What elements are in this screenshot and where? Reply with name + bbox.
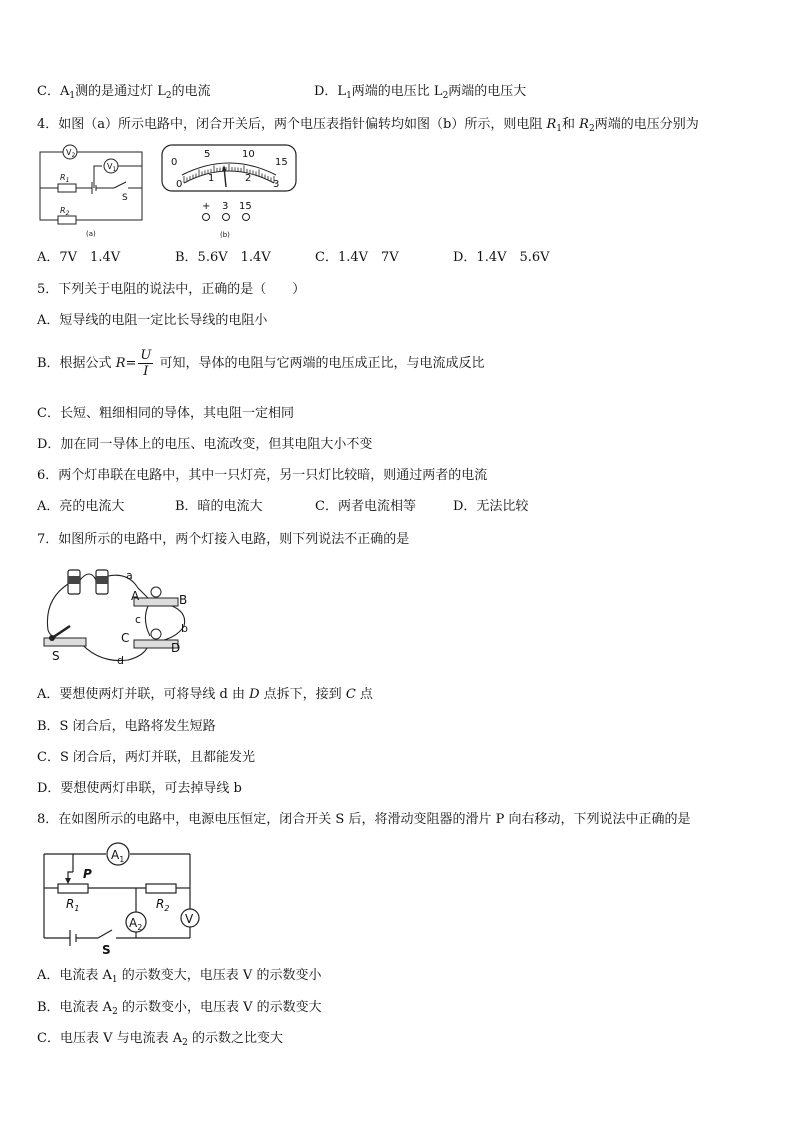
r2-label: $R_2$ [156, 897, 170, 913]
terminal-plus [203, 214, 210, 221]
q4-options [37, 249, 550, 267]
q4-option-c: C．1.4V 7V [315, 250, 399, 265]
lamp-bottom-icon [151, 629, 161, 639]
q7-option-a: A．要想使两灯并联，可将导线 d 由 D 点拆下，接到 C 点 [37, 687, 373, 702]
q4-option-d: D．1.4V 5.6V [453, 250, 550, 265]
switch-label: S [122, 193, 128, 203]
label-S: S [52, 649, 60, 663]
q6-option-c: C．两者电流相等 [315, 499, 416, 514]
q7-option-d: D．要想使两灯串联，可去掉导线 b [37, 781, 242, 796]
q7-stem: 7．如图所示的电路中，两个灯接入电路，则下列说法不正确的是 [37, 532, 410, 547]
q8-option-a: A．电流表 $A_1$ 的示数变大，电压表 V 的示数变小 [37, 968, 322, 985]
q6-option-d: D．无法比较 [453, 499, 529, 514]
lamp-top-icon [151, 587, 161, 597]
q5-option-c: C．长短、粗细相同的导体，其电阻一定相同 [37, 406, 294, 421]
lamp-board-top [134, 598, 178, 606]
q8-circuit-figure [40, 842, 216, 954]
formula-fraction: $\frac{U}{I}$ [140, 348, 152, 379]
q4-circuit-figure-a [38, 144, 150, 240]
r1-label: $R_1$ [60, 173, 70, 184]
q4-voltmeter-dial-figure-b [160, 143, 300, 241]
switch-lever [52, 626, 70, 638]
label-d: d [117, 654, 124, 667]
q5-option-d: D．加在同一导体上的电压、电流改变，但其电阻大小不变 [37, 437, 373, 452]
slider-p-label: P [83, 867, 92, 881]
terminal-plus-label: + [202, 201, 211, 212]
top-scale-0: 0 [171, 157, 178, 168]
figure-b-caption: (b) [220, 231, 230, 239]
top-scale-5: 5 [204, 149, 211, 160]
r1-label: $R_1$ [66, 897, 80, 913]
q4-option-b: B．5.6V 1.4V [175, 250, 271, 265]
q6-options [37, 498, 528, 516]
v-label: V [185, 912, 194, 926]
bottom-scale-2: 2 [245, 173, 252, 184]
q4-option-a: A．7V 1.4V [37, 250, 121, 265]
q6-stem: 6．两个灯串联在电路中，其中一只灯亮，另一只灯比较暗，则通过两者的电流 [37, 468, 488, 483]
label-a: a [126, 569, 133, 582]
top-scale-15: 15 [275, 157, 288, 168]
a1-label: $A_1$ [111, 848, 125, 864]
label-c: c [135, 613, 142, 626]
r2-label: $R_2$ [60, 206, 70, 217]
q7-option-b: B．S 闭合后，电路将发生短路 [37, 719, 216, 734]
top-scale-10: 10 [242, 149, 255, 160]
q6-option-a: A．亮的电流大 [37, 499, 125, 514]
q7-circuit-figure [38, 560, 208, 672]
q5-option-a: A．短导线的电阻一定比长导线的电阻小 [37, 313, 268, 328]
label-b: b [181, 622, 188, 635]
bottom-scale-3: 3 [273, 179, 280, 190]
label-C: C [121, 631, 130, 645]
terminal-15-label: 15 [239, 201, 252, 212]
terminal-15 [243, 214, 250, 221]
a2-label: $A_2$ [129, 916, 143, 932]
q3-option-c: C．$A_1$测的是通过灯 $L_2$的电流 [37, 84, 211, 101]
q8-option-b: B．电流表 $A_2$ 的示数变小，电压表 V 的示数变大 [37, 1000, 322, 1017]
label-B: B [179, 593, 188, 607]
q6-option-b: B．暗的电流大 [175, 499, 263, 514]
figure-a-caption: (a) [86, 230, 96, 238]
q8-stem: 8．在如图所示的电路中，电源电压恒定，闭合开关 S 后，将滑动变阻器的滑片 P 向右移动，下列说法中正确的是 [37, 812, 691, 827]
q7-option-c: C．S 闭合后，两灯并联，且都能发光 [37, 750, 255, 765]
v1-label: $V_1$ [107, 162, 117, 173]
terminal-3 [223, 214, 230, 221]
q3-option-d: D．$L_1$两端的电压比 $L_2$两端的电压大 [314, 84, 527, 101]
q8-option-c: C．电压表 V 与电流表 $A_2$ 的示数之比变大 [37, 1031, 283, 1048]
label-D: D [171, 641, 181, 655]
v2-label: $V_2$ [66, 148, 76, 159]
switch-s-label: S [102, 943, 111, 954]
bottom-scale-1: 1 [208, 173, 215, 184]
q4-stem: 4．如图（a）所示电路中，闭合开关后，两个电压表指针偏转均如图（b）所示，则电阻 $R_1$和 $R_2$两端的电压分别为 [37, 117, 699, 134]
bottom-scale-0: 0 [176, 179, 183, 190]
q5-option-b: B．根据公式 R= $\frac{U}{I}$ 可知，导体的电阻与它两端的电压成正比，与电流成反比 [37, 348, 485, 379]
terminal-3-label: 3 [222, 201, 229, 212]
q5-stem: 5．下列关于电阻的说法中，正确的是（ ） [37, 282, 306, 297]
label-A: A [131, 589, 140, 603]
